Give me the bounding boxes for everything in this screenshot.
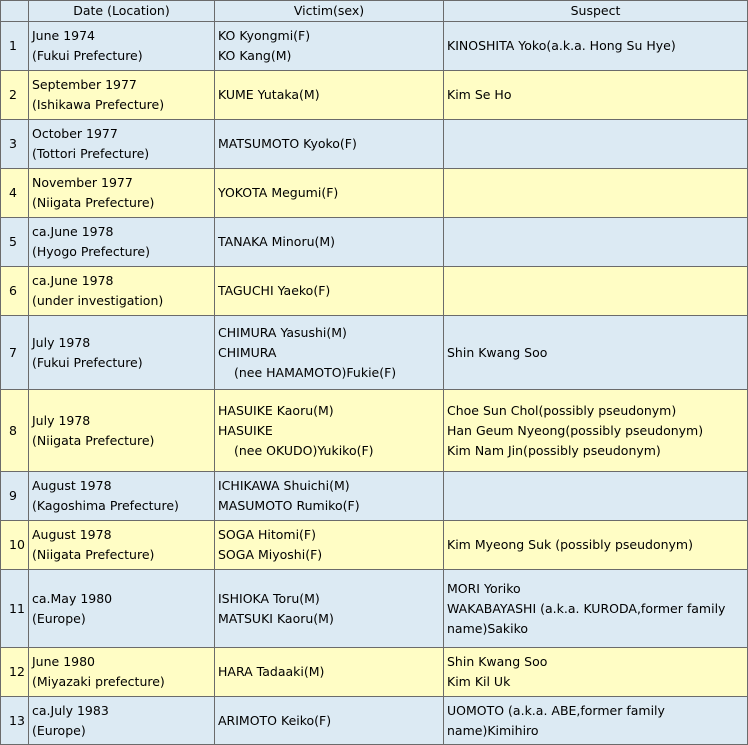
date-location-line: August 1978 [32, 527, 112, 542]
date-location-line: July 1978 [32, 334, 91, 350]
row-number: 12 [1, 648, 29, 697]
date-location-line: ca.June 1978 [32, 273, 114, 288]
date-location-line: (Hyogo Prefecture) [32, 244, 150, 259]
row-number: 2 [1, 71, 29, 120]
suspect-line: WAKABAYASHI (a.k.a. KURODA,former family [447, 600, 726, 616]
suspect-cell [444, 390, 748, 472]
date-location-line: November 1977 [32, 175, 133, 190]
suspect-line: Han Geum Nyeong(possibly pseudonym) [447, 422, 704, 438]
victim-line: KO Kyongmi(F) [218, 28, 311, 43]
table-row [1, 169, 748, 218]
suspect-cell [444, 22, 748, 71]
suspect-cell [444, 472, 748, 521]
suspect-line: Shin Kwang Soo [447, 344, 548, 360]
date-location-line: (under investigation) [32, 293, 164, 308]
header-suspect: Suspect [444, 1, 748, 22]
header-row [1, 1, 748, 22]
date-location-cell [29, 390, 215, 472]
date-location-line: September 1977 [32, 77, 137, 92]
victim-line: ISHIOKA Toru(M) [218, 590, 320, 606]
row-number: 13 [1, 697, 29, 745]
victim-cell [215, 316, 444, 390]
table-row [1, 22, 748, 71]
suspect-cell [444, 71, 748, 120]
table-row [1, 316, 748, 390]
row-number: 7 [1, 316, 29, 390]
victim-cell [215, 169, 444, 218]
victim-line: SOGA Hitomi(F) [218, 527, 316, 542]
table-row [1, 697, 748, 745]
row-number: 11 [1, 570, 29, 648]
suspect-cell [444, 570, 748, 648]
date-location-line: (Europe) [32, 610, 86, 626]
suspect-cell [444, 169, 748, 218]
victim-cell [215, 472, 444, 521]
suspect-line: MORI Yoriko [447, 580, 521, 596]
table-body [1, 22, 748, 745]
suspect-cell [444, 267, 748, 316]
suspect-line: Kim Nam Jin(possibly pseudonym) [447, 442, 661, 458]
suspect-line: Kim Se Ho [447, 87, 512, 102]
suspect-line: name)Kimihiro [447, 722, 539, 738]
victim-line: HASUIKE [218, 422, 273, 438]
date-location-line: (Niigata Prefecture) [32, 547, 155, 562]
date-location-cell [29, 697, 215, 745]
date-location-cell [29, 120, 215, 169]
table-row [1, 71, 748, 120]
date-location-cell [29, 71, 215, 120]
suspect-cell [444, 316, 748, 390]
victim-line: ARIMOTO Keiko(F) [218, 712, 332, 728]
row-number: 8 [1, 390, 29, 472]
date-location-line: (Niigata Prefecture) [32, 432, 155, 448]
victim-line: (nee HAMAMOTO)Fukie(F) [234, 364, 397, 380]
date-location-cell [29, 521, 215, 570]
date-location-cell [29, 218, 215, 267]
date-location-cell [29, 169, 215, 218]
victim-line: MASUMOTO Rumiko(F) [218, 498, 360, 513]
date-location-cell [29, 267, 215, 316]
victim-line: MATSUMOTO Kyoko(F) [218, 136, 357, 151]
suspect-line: Kim Kil Uk [447, 674, 511, 689]
victim-line: KUME Yutaka(M) [218, 87, 320, 102]
header-number [1, 1, 29, 22]
victim-line: HARA Tadaaki(M) [218, 664, 325, 679]
date-location-line: (Ishikawa Prefecture) [32, 97, 165, 112]
row-number: 6 [1, 267, 29, 316]
date-location-line: (Europe) [32, 722, 86, 738]
victim-cell [215, 648, 444, 697]
suspect-line: name)Sakiko [447, 620, 529, 636]
date-location-line: (Kagoshima Prefecture) [32, 498, 179, 513]
table-row [1, 218, 748, 267]
date-location-cell [29, 648, 215, 697]
victim-line: ICHIKAWA Shuichi(M) [218, 478, 350, 493]
victim-line: TAGUCHI Yaeko(F) [218, 283, 331, 298]
table-row [1, 570, 748, 648]
date-location-line: ca.July 1983 [32, 702, 109, 718]
date-location-line: ca.June 1978 [32, 224, 114, 239]
victim-cell [215, 120, 444, 169]
victim-cell [215, 697, 444, 745]
victim-cell [215, 570, 444, 648]
date-location-line: June 1980 [32, 654, 96, 669]
date-location-line: (Tottori Prefecture) [32, 146, 150, 161]
date-location-line: (Miyazaki prefecture) [32, 674, 165, 689]
row-number: 5 [1, 218, 29, 267]
suspect-line: Choe Sun Chol(possibly pseudonym) [447, 402, 677, 418]
victim-cell [215, 218, 444, 267]
victim-cell [215, 22, 444, 71]
table-row [1, 648, 748, 697]
victim-cell [215, 390, 444, 472]
victim-line: TANAKA Minoru(M) [218, 234, 336, 249]
suspect-cell [444, 521, 748, 570]
victim-cell [215, 71, 444, 120]
date-location-line: (Niigata Prefecture) [32, 195, 155, 210]
header-date-location: Date (Location) [29, 1, 215, 22]
table-row [1, 390, 748, 472]
suspect-cell [444, 697, 748, 745]
suspect-line: Kim Myeong Suk (possibly pseudonym) [447, 537, 693, 552]
row-number: 10 [1, 521, 29, 570]
table-row [1, 267, 748, 316]
date-location-line: (Fukui Prefecture) [32, 354, 143, 370]
date-location-line: July 1978 [32, 412, 91, 428]
date-location-cell [29, 570, 215, 648]
table-row [1, 521, 748, 570]
victim-line: (nee OKUDO)Yukiko(F) [234, 442, 374, 458]
suspect-line: UOMOTO (a.k.a. ABE,former family [447, 702, 665, 718]
date-location-cell [29, 472, 215, 521]
date-location-cell [29, 316, 215, 390]
row-number: 9 [1, 472, 29, 521]
victim-line: KO Kang(M) [218, 48, 292, 63]
date-location-line: August 1978 [32, 478, 112, 493]
header-victim: Victim(sex) [215, 1, 444, 22]
victim-cell [215, 267, 444, 316]
victim-line: HASUIKE Kaoru(M) [218, 402, 334, 418]
suspect-line: KINOSHITA Yoko(a.k.a. Hong Su Hye) [447, 38, 676, 53]
table-row [1, 472, 748, 521]
date-location-cell [29, 22, 215, 71]
victim-cell [215, 521, 444, 570]
date-location-line: October 1977 [32, 126, 118, 141]
suspect-cell [444, 120, 748, 169]
victim-line: SOGA Miyoshi(F) [218, 547, 323, 562]
victim-line: CHIMURA Yasushi(M) [218, 324, 347, 340]
row-number: 1 [1, 22, 29, 71]
victim-line: MATSUKI Kaoru(M) [218, 610, 334, 626]
row-number: 3 [1, 120, 29, 169]
table-row [1, 120, 748, 169]
date-location-line: ca.May 1980 [32, 590, 113, 606]
date-location-line: June 1974 [32, 28, 96, 43]
suspect-line: Shin Kwang Soo [447, 654, 548, 669]
suspect-cell [444, 648, 748, 697]
suspect-cell [444, 218, 748, 267]
date-location-line: (Fukui Prefecture) [32, 48, 143, 63]
row-number: 4 [1, 169, 29, 218]
victim-line: YOKOTA Megumi(F) [218, 185, 339, 200]
victim-line: CHIMURA [218, 344, 277, 360]
